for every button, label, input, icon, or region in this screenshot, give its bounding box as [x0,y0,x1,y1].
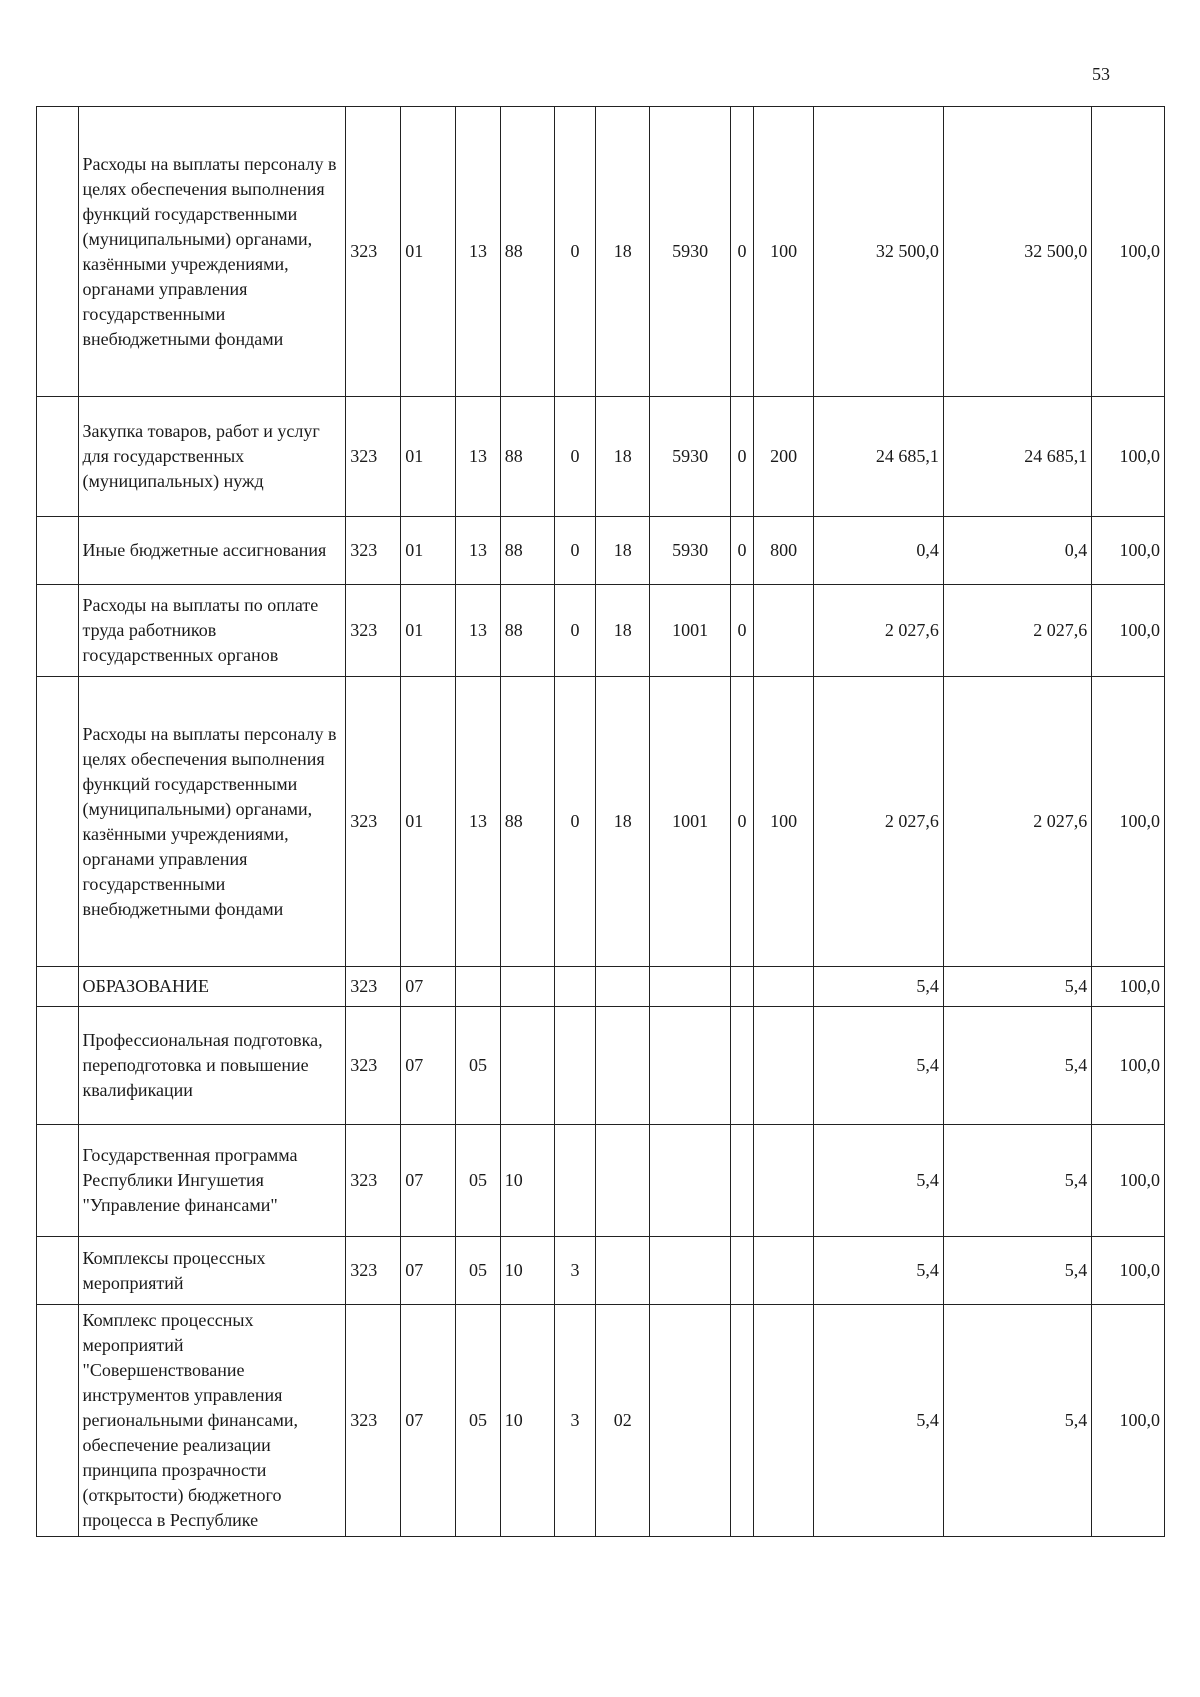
expense-name-text: Профессиональная подготовка, переподготовка и повышение квалификации [82,1030,323,1100]
budget-code-target-1: 18 [596,677,650,967]
execution-percent: 100,0 [1092,1305,1165,1537]
expense-name-text: ОБРАЗОВАНИЕ [82,976,209,996]
expense-name [78,1305,346,1537]
budget-code-ved: 323 [346,397,401,517]
budget-code-section: 01 [401,585,456,677]
expense-name [78,677,346,967]
budget-code-target-3: 0 [731,517,754,585]
executed-amount: 5,4 [943,1125,1091,1237]
execution-percent: 100,0 [1092,517,1165,585]
execution-percent: 100,0 [1092,107,1165,397]
expense-name [78,1125,346,1237]
budget-code-program: 10 [500,1305,554,1537]
budget-code-target-3 [731,1305,754,1537]
budget-code-target-1 [596,967,650,1007]
budget-code-subprogram: 3 [554,1237,596,1305]
executed-amount: 32 500,0 [943,107,1091,397]
budget-code-target-1: 18 [596,517,650,585]
execution-percent: 100,0 [1092,1007,1165,1125]
budget-code-target-2: 5930 [650,397,731,517]
budget-code-program: 10 [500,1125,554,1237]
budget-code-target-2 [650,967,731,1007]
budget-code-subprogram [554,1125,596,1237]
budget-code-program: 88 [500,517,554,585]
table-row [37,1237,1165,1305]
budget-code-expense-type [753,1125,813,1237]
budget-code-ved: 323 [346,1305,401,1537]
executed-amount: 24 685,1 [943,397,1091,517]
budget-code-subsection: 13 [456,107,501,397]
table-row [37,1125,1165,1237]
budget-code-section: 01 [401,107,456,397]
row-margin-cell [37,585,79,677]
budget-code-target-3: 0 [731,397,754,517]
executed-amount: 5,4 [943,1007,1091,1125]
row-margin-cell [37,1305,79,1537]
budget-code-target-1: 02 [596,1305,650,1537]
expense-name-text: Иные бюджетные ассигнования [82,540,327,560]
budget-code-ved: 323 [346,1237,401,1305]
expense-name-text: Государственная программа Республики Ингушетия "Управление финансами" [82,1145,298,1215]
expense-name-text: Комплекс процессных мероприятий "Совершенствование инструментов управления региональными финансами, обеспечение реализации принципа прозрачности (открытости) бюджетного процесса в Республике [82,1310,298,1530]
expense-name-text: Расходы на выплаты персоналу в целях обеспечения выполнения функций государственными (муниципальными) органами, казёнными учреждениями, органами управления государственными внебюджетными фондами [82,723,337,919]
execution-percent: 100,0 [1092,1125,1165,1237]
budget-code-expense-type: 100 [753,677,813,967]
budget-code-program: 88 [500,107,554,397]
budget-code-subsection: 13 [456,397,501,517]
budget-code-target-1: 18 [596,585,650,677]
budget-code-expense-type [753,1007,813,1125]
row-margin-cell [37,1237,79,1305]
budget-code-subsection: 13 [456,585,501,677]
budget-code-target-3 [731,1007,754,1125]
executed-amount: 5,4 [943,1237,1091,1305]
budget-code-section: 01 [401,397,456,517]
planned-amount: 2 027,6 [814,677,944,967]
budget-code-subprogram: 0 [554,397,596,517]
expense-name-text: Расходы на выплаты по оплате труда работников государственных органов [82,595,319,665]
execution-percent: 100,0 [1092,677,1165,967]
execution-percent: 100,0 [1092,1237,1165,1305]
expense-name-text: Комплексы процессных мероприятий [82,1247,266,1293]
budget-code-expense-type [753,1237,813,1305]
budget-code-ved: 323 [346,517,401,585]
executed-amount: 0,4 [943,517,1091,585]
planned-amount: 32 500,0 [814,107,944,397]
budget-code-section: 07 [401,967,456,1007]
planned-amount: 5,4 [814,1305,944,1537]
budget-code-target-1 [596,1125,650,1237]
budget-code-subsection: 05 [456,1237,501,1305]
planned-amount: 5,4 [814,1237,944,1305]
budget-code-target-3 [731,967,754,1007]
expense-name [78,1237,346,1305]
budget-code-subsection: 05 [456,1007,501,1125]
expense-name-text: Расходы на выплаты персоналу в целях обеспечения выполнения функций государственными (муниципальными) органами, казёнными учреждениями, органами управления государственными внебюджетными фондами [82,153,337,349]
budget-code-section: 07 [401,1125,456,1237]
executed-amount: 5,4 [943,1305,1091,1537]
budget-code-section: 01 [401,677,456,967]
budget-code-target-3 [731,1237,754,1305]
budget-code-subprogram: 0 [554,677,596,967]
budget-code-subprogram: 0 [554,585,596,677]
row-margin-cell [37,107,79,397]
expense-name [78,967,346,1007]
budget-code-section: 07 [401,1007,456,1125]
expense-name [78,107,346,397]
budget-code-expense-type: 100 [753,107,813,397]
budget-code-subprogram: 3 [554,1305,596,1537]
table-row [37,1305,1165,1537]
budget-code-target-2 [650,1007,731,1125]
budget-code-target-3: 0 [731,677,754,967]
executed-amount: 2 027,6 [943,585,1091,677]
table-row [37,517,1165,585]
planned-amount: 0,4 [814,517,944,585]
budget-code-subprogram [554,1007,596,1125]
budget-code-expense-type [753,585,813,677]
budget-code-target-2: 1001 [650,677,731,967]
budget-code-program: 88 [500,677,554,967]
budget-code-section: 01 [401,517,456,585]
budget-code-subsection [456,967,501,1007]
budget-code-subprogram: 0 [554,107,596,397]
budget-code-subsection: 13 [456,517,501,585]
budget-code-ved: 323 [346,107,401,397]
budget-code-target-1: 18 [596,397,650,517]
executed-amount: 2 027,6 [943,677,1091,967]
execution-percent: 100,0 [1092,397,1165,517]
budget-code-target-1: 18 [596,107,650,397]
budget-code-target-2: 5930 [650,517,731,585]
row-margin-cell [37,1007,79,1125]
budget-code-expense-type [753,967,813,1007]
expense-name [78,517,346,585]
budget-code-subsection: 13 [456,677,501,967]
budget-code-target-2 [650,1305,731,1537]
row-margin-cell [37,967,79,1007]
budget-code-ved: 323 [346,1125,401,1237]
expense-name-text: Закупка товаров, работ и услуг для государственных (муниципальных) нужд [82,421,320,491]
planned-amount: 5,4 [814,1007,944,1125]
budget-code-subprogram [554,967,596,1007]
budget-code-target-2 [650,1237,731,1305]
row-margin-cell [37,517,79,585]
row-margin-cell [37,397,79,517]
budget-code-target-2: 1001 [650,585,731,677]
row-margin-cell [37,1125,79,1237]
budget-code-ved: 323 [346,1007,401,1125]
budget-code-target-2: 5930 [650,107,731,397]
budget-code-subsection: 05 [456,1125,501,1237]
planned-amount: 24 685,1 [814,397,944,517]
page-number: 53 [1092,64,1110,84]
budget-table [36,106,1165,1537]
budget-code-program: 88 [500,397,554,517]
budget-code-expense-type [753,1305,813,1537]
budget-code-program [500,1007,554,1125]
budget-code-target-1 [596,1007,650,1125]
table-row [37,677,1165,967]
execution-percent: 100,0 [1092,585,1165,677]
executed-amount: 5,4 [943,967,1091,1007]
budget-table-container [36,106,1165,1537]
budget-code-target-3: 0 [731,585,754,677]
planned-amount: 2 027,6 [814,585,944,677]
table-row [37,1007,1165,1125]
table-row [37,967,1165,1007]
budget-code-expense-type: 800 [753,517,813,585]
expense-name [78,397,346,517]
row-margin-cell [37,677,79,967]
table-row [37,397,1165,517]
budget-code-ved: 323 [346,967,401,1007]
budget-code-section: 07 [401,1305,456,1537]
execution-percent: 100,0 [1092,967,1165,1007]
planned-amount: 5,4 [814,1125,944,1237]
budget-code-target-3: 0 [731,107,754,397]
budget-code-program: 88 [500,585,554,677]
budget-code-target-3 [731,1125,754,1237]
budget-code-ved: 323 [346,585,401,677]
table-row [37,585,1165,677]
budget-code-subprogram: 0 [554,517,596,585]
expense-name [78,1007,346,1125]
table-row [37,107,1165,397]
budget-code-subsection: 05 [456,1305,501,1537]
budget-code-section: 07 [401,1237,456,1305]
planned-amount: 5,4 [814,967,944,1007]
budget-code-program [500,967,554,1007]
expense-name [78,585,346,677]
budget-code-program: 10 [500,1237,554,1305]
budget-code-target-1 [596,1237,650,1305]
budget-code-expense-type: 200 [753,397,813,517]
budget-code-target-2 [650,1125,731,1237]
budget-code-ved: 323 [346,677,401,967]
